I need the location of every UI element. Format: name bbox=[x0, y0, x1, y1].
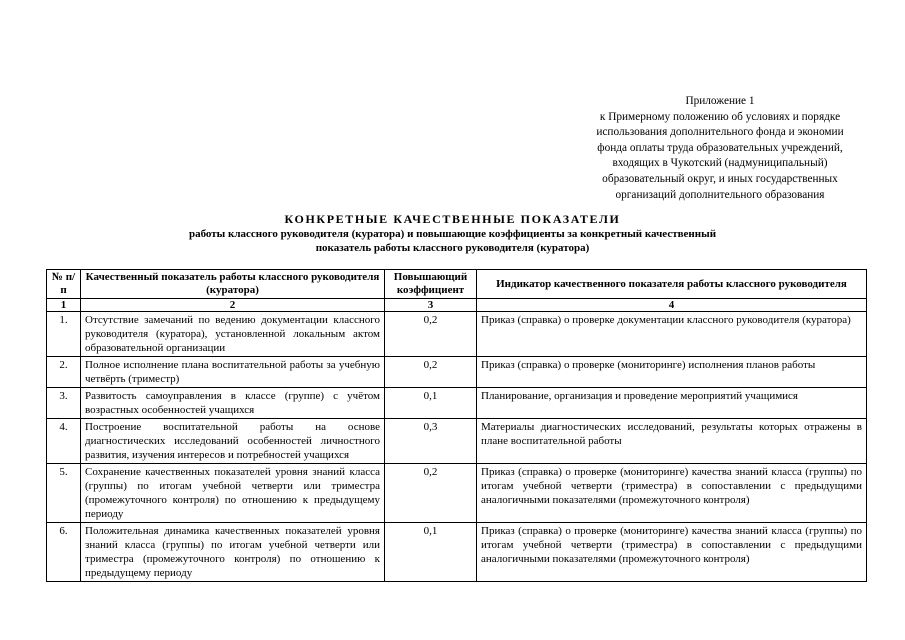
row-evidence: Приказ (справка) о проверке (мониторинге) качества знаний класса (группы) по итогам учебной четверти (триместра) в сопоставлении с предыдущими аналогичными показателями (промежуточного контроля) bbox=[477, 464, 867, 523]
column-number: 1 bbox=[47, 299, 81, 312]
row-indicator: Положительная динамика качественных показателей уровня знаний класса (группы) по итогам учебной четверти или триместра (промежуточного контроля) по отношению к предыдущему периоду bbox=[81, 523, 385, 582]
table-row bbox=[47, 312, 867, 357]
appendix-note bbox=[560, 94, 880, 203]
appendix-line: входящих в Чукотский (надмуниципальный) bbox=[612, 157, 828, 170]
header-indicator: Качественный показатель работы классного руководителя (куратора) bbox=[81, 270, 385, 299]
row-number: 1. bbox=[47, 312, 81, 357]
row-evidence: Приказ (справка) о проверке документации классного руководителя (куратора) bbox=[477, 312, 867, 357]
appendix-line: фонда оплаты труда образовательных учреждений, bbox=[597, 141, 843, 154]
row-evidence: Приказ (справка) о проверке (мониторинге) исполнения планов работы bbox=[477, 357, 867, 388]
row-evidence: Планирование, организация и проведение мероприятий учащимися bbox=[477, 388, 867, 419]
appendix-line: образовательный округ, и иных государственных bbox=[602, 172, 838, 185]
subtitle-line-2: показатель работы классного руководителя (куратора) bbox=[315, 242, 590, 254]
appendix-line: к Примерному положению об условиях и порядке bbox=[599, 110, 841, 123]
appendix-line: организаций дополнительного образования bbox=[615, 188, 825, 201]
row-indicator: Полное исполнение плана воспитательной работы за учебную четвёрть (триместр) bbox=[81, 357, 385, 388]
table-row bbox=[47, 464, 867, 523]
document-title: КОНКРЕТНЫЕ КАЧЕСТВЕННЫЕ ПОКАЗАТЕЛИ bbox=[284, 212, 621, 226]
appendix-line: Приложение 1 bbox=[685, 95, 755, 107]
row-coefficient: 0,1 bbox=[385, 523, 477, 582]
row-evidence: Материалы диагностических исследований, результаты которых отражены в плане воспитательной работы bbox=[477, 419, 867, 464]
row-coefficient: 0,2 bbox=[385, 464, 477, 523]
column-number-row bbox=[47, 299, 867, 312]
row-coefficient: 0,3 bbox=[385, 419, 477, 464]
row-coefficient: 0,2 bbox=[385, 312, 477, 357]
header-evidence: Индикатор качественного показателя работы классного руководителя bbox=[477, 270, 867, 299]
indicators-table bbox=[46, 269, 867, 582]
subtitle-line-1: работы классного руководителя (куратора) и повышающие коэффициенты за конкретный качественный bbox=[188, 228, 717, 240]
table-header-row bbox=[47, 270, 867, 299]
row-number: 6. bbox=[47, 523, 81, 582]
column-number: 2 bbox=[81, 299, 385, 312]
header-num: № п/п bbox=[47, 270, 81, 299]
row-indicator: Сохранение качественных показателей уровня знаний класса (группы) по итогам учебной четверти или триместра (промежуточного контроля) по отношению к предыдущему периоду bbox=[81, 464, 385, 523]
row-number: 5. bbox=[47, 464, 81, 523]
row-coefficient: 0,2 bbox=[385, 357, 477, 388]
row-indicator: Отсутствие замечаний по ведению документации классного руководителя (куратора), установленной локальным актом образовательной организации bbox=[81, 312, 385, 357]
row-indicator: Развитость самоуправления в классе (группе) с учётом возрастных особенностей учащихся bbox=[81, 388, 385, 419]
header-coefficient: Повышающий коэффициент bbox=[385, 270, 477, 299]
table-row bbox=[47, 419, 867, 464]
row-indicator: Построение воспитательной работы на основе диагностических исследований особенностей личностного развития, изучения интересов и потребностей учащихся bbox=[81, 419, 385, 464]
table-row bbox=[47, 357, 867, 388]
document-subtitle bbox=[0, 227, 905, 255]
row-evidence: Приказ (справка) о проверке (мониторинге) качества знаний класса (группы) по итогам учебной четверти (триместра) в сопоставлении с предыдущими аналогичными показателями (промежуточного контроля) bbox=[477, 523, 867, 582]
column-number: 4 bbox=[477, 299, 867, 312]
appendix-line: использования дополнительного фонда и экономии bbox=[596, 126, 844, 139]
row-number: 2. bbox=[47, 357, 81, 388]
table-row bbox=[47, 523, 867, 582]
column-number: 3 bbox=[385, 299, 477, 312]
row-number: 4. bbox=[47, 419, 81, 464]
row-coefficient: 0,1 bbox=[385, 388, 477, 419]
row-number: 3. bbox=[47, 388, 81, 419]
table-row bbox=[47, 388, 867, 419]
